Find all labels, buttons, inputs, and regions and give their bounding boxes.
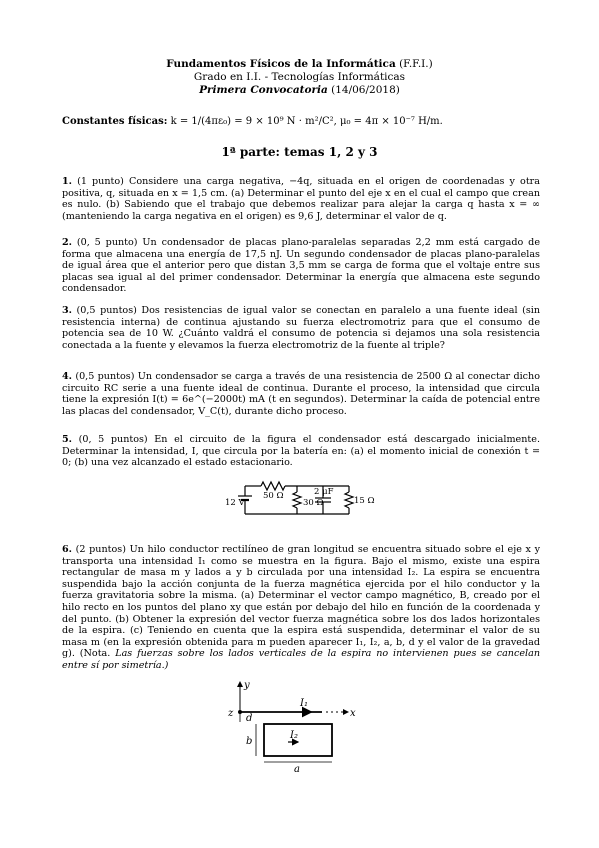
r2-label: 30 Ω xyxy=(303,498,324,508)
problem-text: (0, 5 punto) Un condensador de placas plano-paralelas separadas 2,2 mm está cargado de forma que almacena una energía de 17,5 nJ. Un segundo condensador de placas plano-paralelas de igual área que el anterior pero que distan 3,5 mm se carga de forma que el voltaje entre sus placas sea igual al del primer condensador. Determinar la energía que almacena este segundo condensador. xyxy=(62,237,540,295)
problem-text: (1 punto) Considere una carga negativa, −4q, situada en el origen de coordenadas y otra positiva, q, situada en x = 1,5 cm. (a) Determinar el punto del eje x en el cual el campo que crean es nulo. (b) Sabiendo que el trabajo que debemos realizar para alejar la carga q hasta x = ∞ (manteniendo la carga negativa en el origen) es 9,6 J, determinar el valor de q. xyxy=(62,176,540,222)
section-title: 1ª parte: temas 1, 2 y 3 xyxy=(221,145,378,159)
y-label: y xyxy=(244,680,250,691)
circuit-diagram xyxy=(225,476,375,524)
problem-5 xyxy=(62,434,540,469)
problem-3 xyxy=(62,305,540,351)
exam-call-name: Primera Convocatoria xyxy=(199,84,328,96)
exam-call xyxy=(0,84,599,97)
problem-note: Las fuerzas sobre los lados verticales de la espira no intervienen pues se cancelan entre sí por simetría.) xyxy=(62,648,540,671)
problem-text: (0,5 puntos) Dos resistencias de igual valor se conectan en paralelo a una fuente ideal (sin resistencia interna) de continua ajustando su fuerza electromotriz para que el consumo de potencia sea de 10 W. ¿Cuánto valdrá el consumo de potencia si dejamos una sola resistencia conectada a la fuente y elevamos la fuerza electromotriz de la fuente al triple? xyxy=(62,305,540,351)
problem-2 xyxy=(62,237,540,295)
course-title-suffix: (F.F.I.) xyxy=(395,58,433,70)
course-title-bold: Fundamentos Físicos de la Informática xyxy=(166,58,396,70)
degree-subtitle: Grado en I.I. - Tecnologías Informáticas xyxy=(193,71,406,83)
wire-loop-figure xyxy=(222,678,372,774)
problem-number: 6. xyxy=(62,544,73,555)
problem-text: (0, 5 puntos) En el circuito de la figura el condensador está descargado inicialmente. Determinar la intensidad, I, que circula por la batería en: (a) el momento inicial de conexión t = 0; (b) una vez alcanzado el estado estacionario. xyxy=(62,434,540,469)
problem-1 xyxy=(62,176,540,222)
problem-4 xyxy=(62,371,540,417)
problem-6 xyxy=(62,544,540,672)
problem-text: (2 puntos) Un hilo conductor rectilíneo de gran longitud se encuentra situado sobre el eje x y transporta una intensidad I₁ como se muestra en la figura. Bajo el mismo, existe una espira rectangular de masa m y lados a y b circulada por una intensidad I₂. La espira se encuentra suspendida bajo la acción conjunta de la fuerza magnética ejercida por el hilo conductor y la fuerza gravitatoria sobre la misma. (a) Determinar el vector campo magnético, B, creado por el hilo recto en los puntos del plano xy que están por debajo del hilo en función de la coordenada y del punto. (b) Obtener la expresión del vector fuerza magnética sobre los dos lados horizontales de la espira. (c) Teniendo en cuenta que la espira está suspendida, determinar el valor de su masa m (en la expresión obtenida para m pueden aparecer I₁, I₂, a, b, d y el valor de la gravedad g). (Nota. xyxy=(62,544,540,660)
d-label: d xyxy=(246,713,253,724)
problem-number: 4. xyxy=(62,371,73,382)
resistor-15 xyxy=(345,492,353,508)
problem-text: (0,5 puntos) Un condensador se carga a través de una resistencia de 2500 Ω al conectar dicho circuito RC serie a una fuente ideal de continua. Durante el proceso, la intensidad que circula tiene la expresión I(t) = 6e^(−2000t) mA (t en segundos). Determinar la caída de potencial entre las placas del condensador, V_C(t), durante dicho proceso. xyxy=(62,371,540,417)
course-title xyxy=(0,58,599,71)
battery-label: 12 V xyxy=(225,498,245,508)
problem-number: 5. xyxy=(62,434,73,445)
resistor-30 xyxy=(293,492,301,508)
constants-text: k = 1/(4πε₀) = 9 × 10⁹ N · m²/C², μ₀ = 4π × 10⁻⁷ H/m. xyxy=(167,116,443,127)
b-label: b xyxy=(246,736,253,747)
a-label: a xyxy=(294,764,300,774)
origin-dot xyxy=(238,710,242,714)
r3-label: 15 Ω xyxy=(354,496,375,506)
i1-label: I₁ xyxy=(300,698,308,709)
constants-label: Constantes físicas: xyxy=(62,116,168,127)
problem-number: 1. xyxy=(62,176,73,187)
problem-number: 2. xyxy=(62,237,73,248)
physical-constants xyxy=(62,116,443,127)
x-label: x xyxy=(350,708,356,719)
r1-label: 50 Ω xyxy=(263,491,284,501)
resistor-50 xyxy=(261,482,285,490)
cap-label: 2 μF xyxy=(314,487,334,497)
z-label: z xyxy=(228,708,234,719)
problem-number: 3. xyxy=(62,305,73,316)
i2-label: I₂ xyxy=(290,730,298,741)
exam-call-date: (14/06/2018) xyxy=(327,84,400,96)
rectangular-loop xyxy=(264,724,332,756)
